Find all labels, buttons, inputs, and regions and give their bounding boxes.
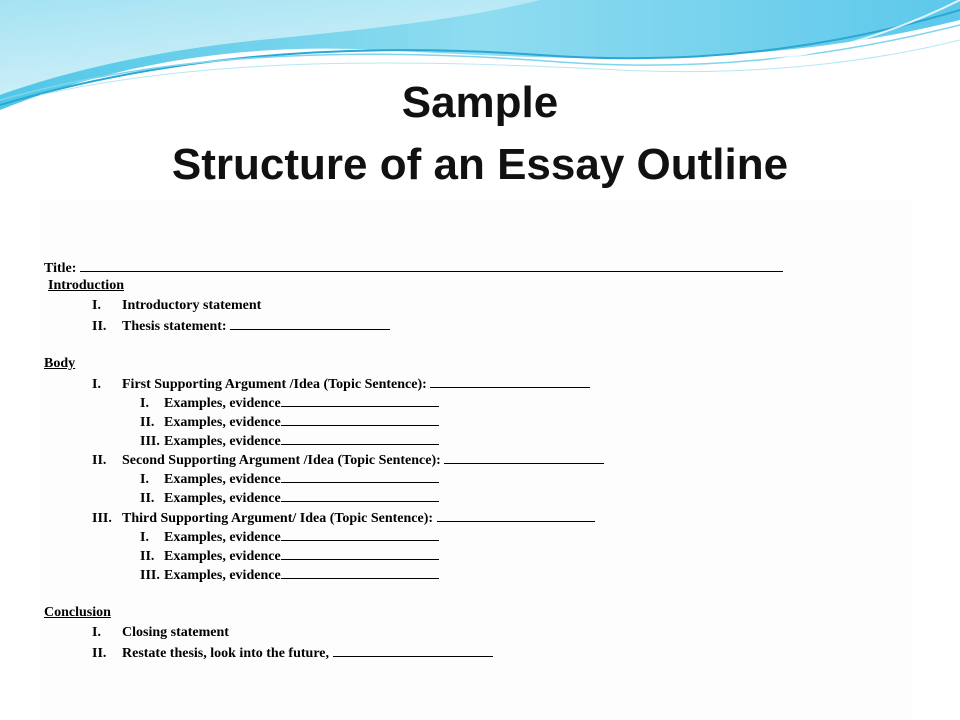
body-argument-1: I. First Supporting Argument /Idea (Topic Sentence): bbox=[92, 374, 590, 394]
argument-1-evidence-1: I. Examples, evidence bbox=[140, 393, 439, 413]
argument-blank-line bbox=[437, 508, 595, 522]
argument-2-evidence-1: I. Examples, evidence bbox=[140, 469, 439, 489]
evidence-blank-line bbox=[281, 412, 439, 426]
argument-1-evidence-3: III. Examples, evidence bbox=[140, 431, 439, 451]
title-label: Title: bbox=[44, 261, 77, 276]
slide-title-line-2: Structure of an Essay Outline bbox=[171, 140, 789, 189]
evidence-blank-line bbox=[281, 565, 439, 579]
evidence-blank-line bbox=[281, 431, 439, 445]
title-blank-line bbox=[80, 258, 783, 272]
intro-item-2: II. Thesis statement: bbox=[92, 316, 390, 336]
argument-2-evidence-2: II. Examples, evidence bbox=[140, 488, 439, 508]
restate-blank-line bbox=[333, 643, 493, 657]
evidence-blank-line bbox=[281, 527, 439, 541]
conclusion-item-2: II. Restate thesis, look into the future, bbox=[92, 643, 493, 663]
argument-3-evidence-3: III. Examples, evidence bbox=[140, 565, 439, 585]
body-argument-3: III. Third Supporting Argument/ Idea (Topic Sentence): bbox=[92, 508, 595, 528]
body-argument-2: II. Second Supporting Argument /Idea (Topic Sentence): bbox=[92, 450, 604, 470]
evidence-blank-line bbox=[281, 469, 439, 483]
argument-1-evidence-2: II. Examples, evidence bbox=[140, 412, 439, 432]
argument-3-evidence-2: II. Examples, evidence bbox=[140, 546, 439, 566]
argument-blank-line bbox=[444, 450, 604, 464]
conclusion-heading: Conclusion bbox=[44, 605, 111, 620]
introduction-heading: Introduction bbox=[48, 278, 124, 293]
evidence-blank-line bbox=[281, 393, 439, 407]
thesis-blank-line bbox=[230, 316, 390, 330]
intro-item-1: I. Introductory statement bbox=[92, 298, 262, 313]
argument-blank-line bbox=[430, 374, 590, 388]
body-heading: Body bbox=[44, 356, 76, 371]
conclusion-item-1: I. Closing statement bbox=[92, 625, 229, 640]
evidence-blank-line bbox=[281, 546, 439, 560]
argument-3-evidence-1: I. Examples, evidence bbox=[140, 527, 439, 547]
outline-title-row bbox=[44, 258, 783, 278]
slide-title-line-1: Sample bbox=[401, 78, 559, 127]
evidence-blank-line bbox=[281, 488, 439, 502]
